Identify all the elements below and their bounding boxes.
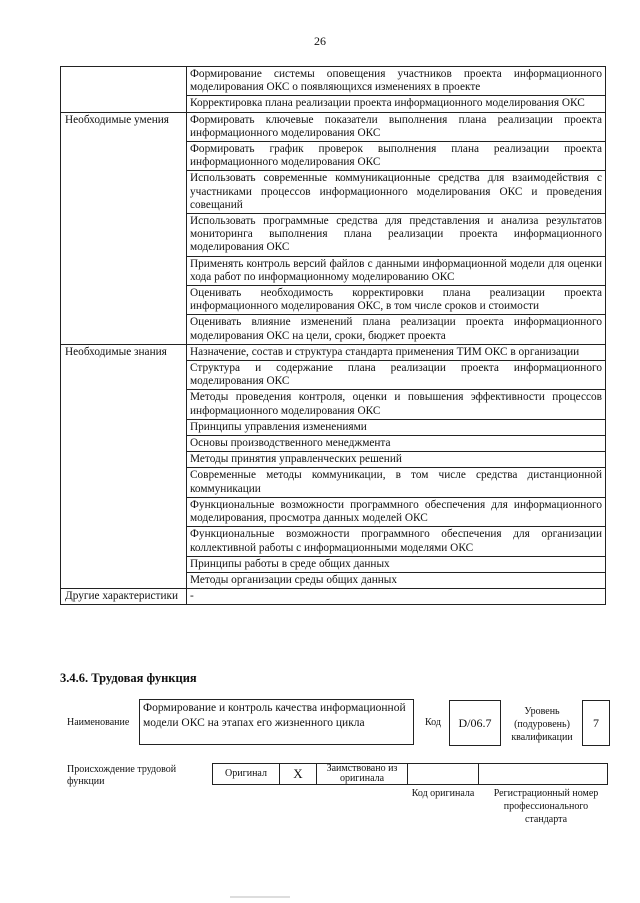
original-mark: X [280,764,317,784]
table-row [61,67,606,96]
original-label: Оригинал [213,764,280,784]
row-category: Необходимые знания [61,344,187,588]
row-item: Принципы управления изменениями [187,419,606,435]
row-item: Формирование системы оповещения участников проекта информационного моделирования ОКС о появляющихся изменениях в проекте [187,67,606,96]
table-row [61,344,606,360]
row-item: Современные методы коммуникации, в том числе средства дистанционной коммуникации [187,468,606,497]
row-category: Необходимые умения [61,112,187,344]
row-item: Основы производственного менеджмента [187,436,606,452]
competency-table [60,66,606,605]
origin-code-cell [408,764,479,784]
qualification-level-label: Уровень (подуровень) квалификации [511,706,573,743]
row-item: Корректировка плана реализации проекта информационного моделирования ОКС [187,96,606,112]
table-row [61,589,606,605]
row-item: Назначение, состав и структура стандарта применения ТИМ ОКС в организации [187,344,606,360]
row-item: Формировать ключевые показатели выполнения плана реализации проекта информационного моделирования ОКС [187,112,606,141]
qualification-level-field: 7 [582,700,610,746]
name-label: Наименование [67,717,130,728]
row-item: Функциональные возможности программного обеспечения для организации коллективной работы с информационными моделями ОКС [187,527,606,556]
function-code-field: D/06.7 [449,700,501,746]
row-item: Использовать программные средства для представления и анализа результатов мониторинга выполнения плана реализации проекта информационного моделирования ОКС [187,214,606,257]
code-label: Код [425,717,441,728]
row-item: Оценивать необходимость корректировки плана реализации проекта информационного моделирования ОКС, в том числе сроков и стоимости [187,286,606,315]
row-item: Оценивать влияние изменений плана реализации проекта информационного моделирования ОКС на цели, сроки, бюджет проекта [187,315,606,344]
borrowed-label: Заимствовано из оригинала [317,764,408,784]
row-item: Функциональные возможности программного обеспечения для информационного моделирования, просмотра данных моделей ОКС [187,497,606,526]
origin-table [212,763,608,785]
row-item: Применять контроль версий файлов с данными информационной модели для оценки хода работ по информационному моделированию ОКС [187,256,606,285]
scan-artifact [230,896,290,898]
row-item: Принципы работы в среде общих данных [187,556,606,572]
function-name-field: Формирование и контроль качества информационной модели ОКС на этапах его жизненного цикла [139,699,414,745]
row-item: Методы принятия управленческих решений [187,452,606,468]
row-item: Структура и содержание плана реализации проекта информационного моделирования ОКС [187,361,606,390]
row-category: Другие характеристики [61,589,187,605]
row-item: Методы проведения контроля, оценки и повышения эффективности процессов информационного моделирования ОКС [187,390,606,419]
row-item: Методы организации среды общих данных [187,572,606,588]
row-item: Использовать современные коммуникационные средства для взаимодействия с участниками процессов информационного моделирования ОКС и проведения совещаний [187,171,606,214]
table-row [61,112,606,141]
section-heading: 3.4.6. Трудовая функция [60,671,197,685]
origin-code-caption: Код оригинала [411,788,475,799]
origin-label: Происхождение трудовой функции [67,764,177,787]
page-number: 26 [314,34,326,48]
competency-table-body [61,67,606,605]
row-category [61,67,187,113]
reg-number-caption: Регистрационный номер профессионального стандарта [493,788,599,825]
row-item: Формировать график проверок выполнения плана реализации проекта информационного моделирования ОКС [187,142,606,171]
row-item: - [187,589,606,605]
